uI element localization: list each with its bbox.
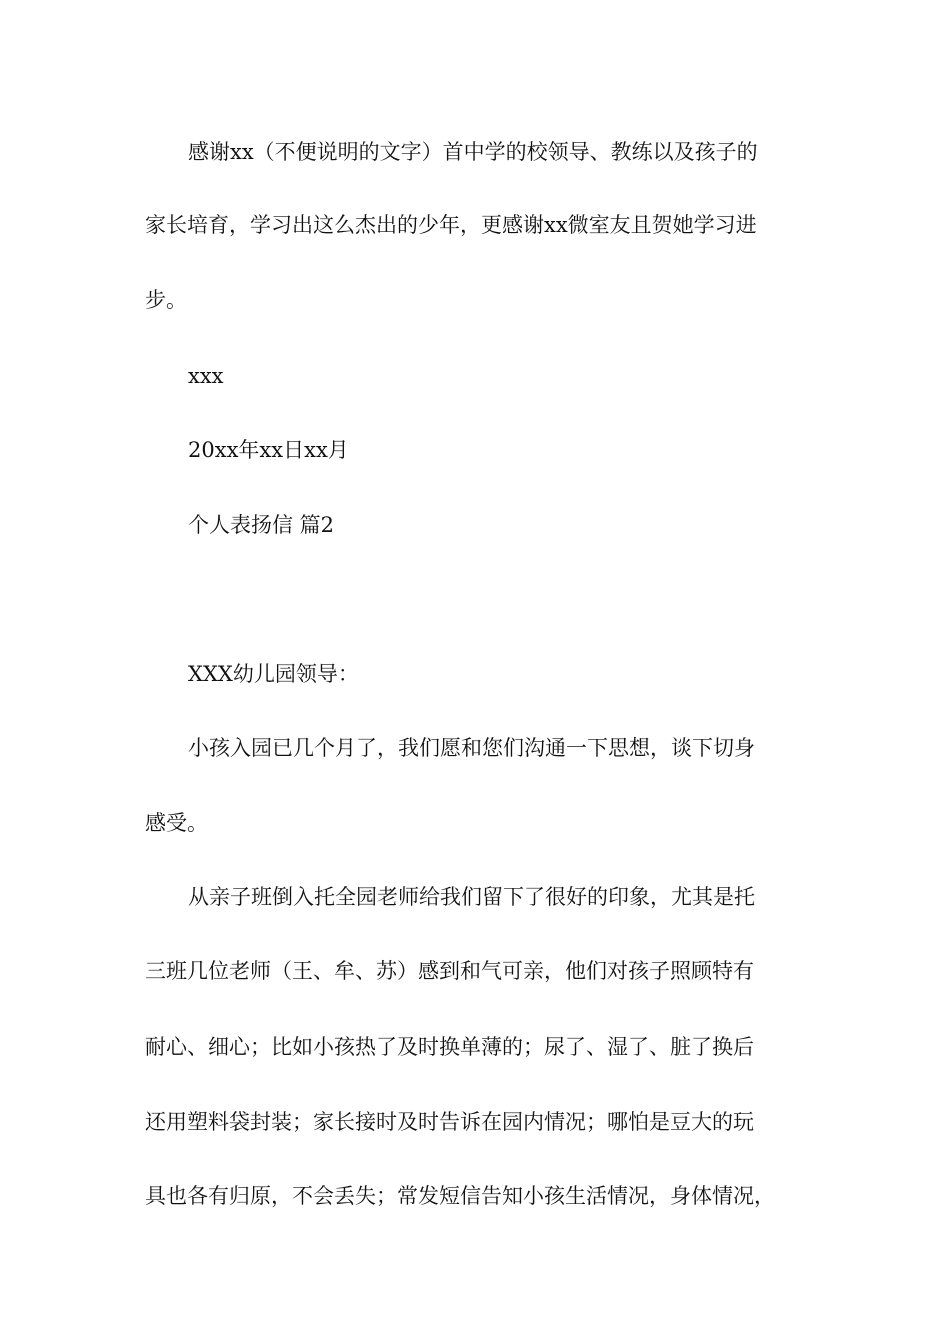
letter-salutation: XXX幼儿园领导： — [188, 662, 359, 686]
paragraph-body-line-2: 三班几位老师（王、牟、苏）感到和气可亲，他们对孩子照顾特有 — [145, 959, 754, 983]
paragraph-thanks-line-3: 步。 — [145, 288, 187, 312]
paragraph-thanks-line-1: 感谢xx（不便说明的文字）首中学的校领导、教练以及孩子的 — [188, 140, 758, 164]
paragraph-body-line-5: 具也各有归原，不会丢失；常发短信告知小孩生活情况，身体情况， — [145, 1184, 775, 1208]
signature-date: 20xx年xx日xx月 — [188, 438, 349, 462]
paragraph-intro-line-1: 小孩入园已几个月了，我们愿和您们沟通一下思想，谈下切身 — [188, 736, 755, 760]
paragraph-intro-line-2: 感受。 — [145, 811, 208, 835]
section-title: 个人表扬信 篇2 — [188, 513, 335, 537]
paragraph-body-line-1: 从亲子班倒入托全园老师给我们留下了很好的印象，尤其是托 — [188, 885, 755, 909]
paragraph-body-line-4: 还用塑料袋封装；家长接时及时告诉在园内情况；哪怕是豆大的玩 — [145, 1110, 754, 1134]
paragraph-thanks-line-2: 家长培育，学习出这么杰出的少年，更感谢xx微室友且贺她学习进 — [145, 213, 757, 237]
paragraph-body-line-3: 耐心、细心；比如小孩热了及时换单薄的；尿了、湿了、脏了换后 — [145, 1035, 754, 1059]
signature-name: xxx — [188, 364, 224, 388]
